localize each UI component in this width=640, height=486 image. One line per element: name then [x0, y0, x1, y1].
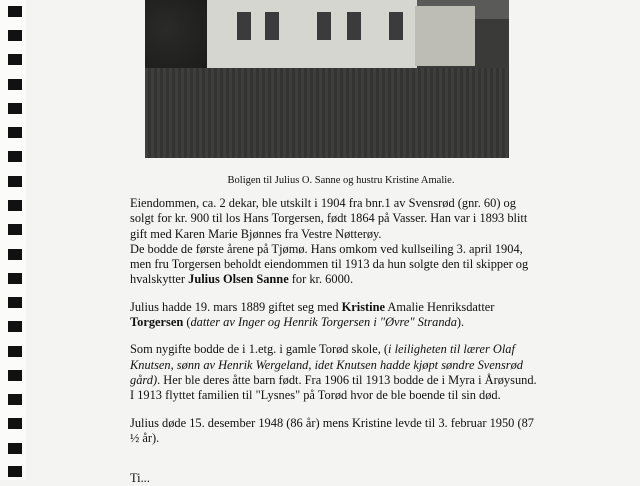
photo-window — [237, 12, 251, 40]
p3-italic: i leiligheten til lærer Olaf Knutsen, sønn av Henrik Wergeland, idet Knutsen hadde kjøpt søndre Svensrød gård) — [130, 342, 524, 387]
photo-lawn — [145, 68, 509, 158]
photo-window — [347, 12, 361, 40]
binding-hole — [8, 103, 22, 114]
house-photo — [145, 0, 509, 158]
binding-hole — [8, 321, 22, 332]
paragraph-property — [130, 196, 540, 288]
binding-hole — [8, 79, 22, 90]
p3-text2: . Her ble deres åtte barn født. Fra 1906 til 1913 bodde de i Myra i Årøysund. I 1913 flyttet familien til "Lysnes" på Torød hvor de ble boende til sin død. — [130, 372, 537, 403]
photo-outbuilding — [415, 6, 475, 66]
photo-window — [317, 12, 331, 40]
binding-hole — [8, 443, 22, 454]
p2-text2: Amalie Henriksdatter — [385, 299, 495, 314]
p1-text1: Eiendommen, ca. 2 dekar, ble utskilt i 1904 fra bnr.1 av Svensrød (gnr. 60) og solgt for kr. 900 til los Hans Torgersen, født 1864 på Vasser. Han var i 1893 blitt gift med Karen Marie Bjønnes fra Vestre Nøtterøy. — [130, 196, 528, 241]
binding-hole — [8, 127, 22, 138]
binding-hole — [8, 394, 22, 405]
binding-hole — [8, 346, 22, 357]
binding-hole — [8, 273, 22, 284]
p2-bold-torgersen: Torgersen — [130, 315, 184, 330]
binding-hole — [8, 6, 22, 17]
binding-hole — [8, 151, 22, 162]
paragraph-marriage — [130, 300, 540, 331]
paragraph-death — [130, 416, 540, 447]
p1-bold-name: Julius Olsen Sanne — [188, 272, 289, 287]
p1-text3: for kr. 6000. — [288, 272, 354, 287]
binding-hole — [8, 30, 22, 41]
p2-italic: datter av Inger og Henrik Torgersen i "Øvre" Stranda — [190, 315, 457, 330]
p1-text2: De bodde de første årene på Tjømø. Hans omkom ved kullseiling 3. april 1904, men fru Torgersen beholdt eiendommen til 1913 da hun solgte den til skipper og hvalskytter — [130, 241, 529, 287]
binding-hole — [8, 224, 22, 235]
paragraph-residence — [130, 342, 540, 403]
photo-window — [389, 12, 403, 40]
p3-text1: Som nygifte bodde de i 1.etg. i gamle Torød skole, ( — [130, 342, 389, 357]
binding-hole — [8, 200, 22, 211]
p2-text4: ). — [456, 315, 465, 330]
photo-house — [207, 0, 417, 68]
binding-hole — [8, 249, 22, 260]
binding-hole — [8, 54, 22, 65]
cutoff-line: Ti... — [130, 471, 150, 485]
p2-bold-kristine: Kristine — [341, 299, 386, 314]
binding-hole — [8, 466, 22, 477]
p4-text: Julius døde 15. desember 1948 (86 år) mens Kristine levde til 3. februar 1950 (87 ½ år). — [130, 415, 534, 445]
binding-hole — [8, 418, 22, 429]
photo-caption: Boligen til Julius O. Sanne og hustru Kristine Amalie. — [227, 175, 455, 186]
p2-text1: Julius hadde 19. mars 1889 giftet seg med — [130, 299, 342, 314]
p2-text3: ( — [183, 315, 191, 330]
binding-hole — [8, 370, 22, 381]
body-text — [130, 196, 540, 458]
photo-window — [265, 12, 279, 40]
spiral-binding — [0, 0, 26, 480]
binding-hole — [8, 297, 22, 308]
